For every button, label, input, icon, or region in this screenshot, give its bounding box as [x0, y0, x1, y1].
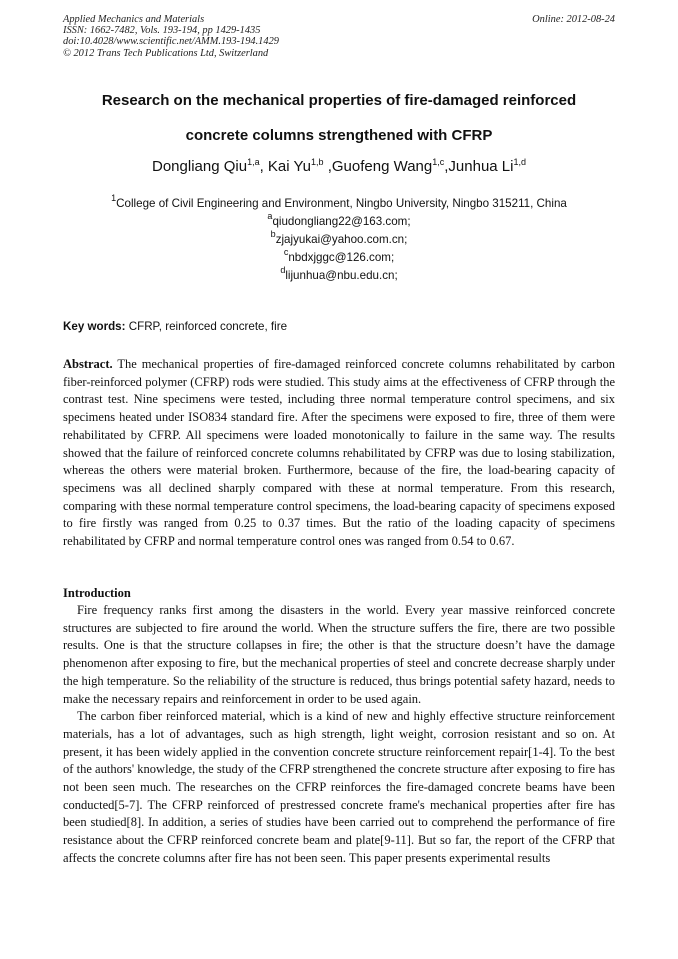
issn-line: ISSN: 1662-7482, Vols. 193-194, pp 1429-1435 [63, 25, 261, 37]
paper-title-line-2: concrete columns strengthened with CFRP [185, 127, 493, 144]
email-marker: b [270, 229, 276, 239]
email-marker: a [267, 211, 273, 221]
email-d[interactable] [40, 265, 638, 282]
affiliation-marker: 1 [111, 193, 117, 203]
email-address[interactable]: nbdxjggc@126.com; [288, 251, 395, 264]
introduction-paragraph: Fire frequency ranks first among the disasters in the world. Every year massive reinforced concrete structures are subjected to fire around the world. When the structure suffers the fire, there are two possible results. One is that the structure collapses in fire; the other is that the structure doesn’t have the damage phenomenon after exposing to fire, but the mechanical properties of steel and concrete decrease sharply under the high temperature. So the reliability of the structure is reduced, thus brings potential safety hazard, needs to make the necessary repairs and reinforcement in order to be used again. [63, 603, 615, 706]
online-date: Online: 2012-08-24 [532, 14, 615, 25]
abstract [63, 356, 615, 551]
affiliation [40, 193, 638, 210]
email-address[interactable]: lijunhua@nbu.edu.cn; [285, 269, 398, 282]
abstract-text: The mechanical properties of fire-damaged reinforced concrete columns rehabilitated by carbon fiber-reinforced polymer (CFRP) rods were studied. This study aims at the effectiveness of CFRP through the contrast test. Nine specimens were tested, including three normal temperature control specimens, and six specimens heated under ISO834 standard fire. After the specimens were exposed to fire, three of them were rehabilitated by CFRP. All specimens were loaded monotonically to failure in the same way. The results showed that the failure of reinforced concrete columns rehabilitated by CFRP was due to losing stabilization, whereas the others were material broken. Furthermore, because of the fire, the load-bearing capacity of specimens was all declined sharply compared with these at normal temperature. From this research, comparing with these normal temperature control specimens, the load-bearing capacity of specimens exposed to fire firstly was ranged from 0.25 to 0.37 times. But the ratio of the loading capacity of specimens rehabilitated by CFRP and normal temperature control ones was ranged from 0.54 to 0.67. [63, 357, 615, 549]
introduction-paragraph: The carbon fiber reinforced material, which is a kind of new and highly effective structure reinforcement materials, has a lot of advantages, such as high strength, light weight, corrosion resistant and so on. At present, it has been widely applied in the convention concrete structure reinforcement repair[1-4]. To the best of the authors' knowledge, the study of the CFRP strengthened the concrete structure after exposing to fire has not been seen much. The researches on the CFRP reinforces the fire-damaged concrete beams have been conducted[5-7]. The CFRP reinforced of prestressed concrete frame's mechanical properties after fire has been studied[8]. In addition, a series of studies have been carried out to comprehend the performance of fire resistance about the CFRP reinforced concrete beam and plate[9-11]. But so far, the report of the CFRP that affects the concrete columns after fire has not been seen. This paper presents experimental results [63, 709, 615, 865]
author-affiliation-marker: 1,a [247, 157, 260, 167]
email-b[interactable] [40, 229, 638, 246]
author-list: Dongliang Qiu$^{1,a}$, Kai Yu$^{1,b}$ ,Guofeng Wang$^{1,c}$,Junhua Li$^{1,d}$ [152, 157, 526, 175]
email-address[interactable]: zjajyukai@yahoo.com.cn; [275, 233, 408, 246]
keywords-text: CFRP, reinforced concrete, fire [128, 320, 288, 333]
keywords [63, 320, 615, 333]
email-c[interactable] [40, 247, 638, 264]
journal-header [63, 14, 615, 59]
copyright-line: © 2012 Trans Tech Publications Ltd, Switzerland [63, 47, 269, 59]
abstract-label: Abstract. [63, 357, 113, 371]
author-name: Guofeng Wang [331, 158, 433, 175]
email-marker: d [280, 265, 286, 275]
affiliation-text: College of Civil Engineering and Environment, Ningbo University, Ningbo 315211, China [116, 197, 567, 210]
email-marker: c [283, 247, 289, 257]
author-affiliation-marker: 1,b [311, 157, 324, 167]
introduction [63, 602, 615, 868]
keywords-label: Key words: [63, 320, 126, 333]
author-name: Junhua Li [448, 158, 514, 175]
paper-title-line-1: Research on the mechanical properties of fire-damaged reinforced [101, 92, 577, 109]
doi-line[interactable]: doi:10.4028/www.scientific.net/AMM.193-194.1429 [63, 36, 279, 48]
author-affiliation-marker: 1,d [513, 157, 526, 167]
introduction-heading: Introduction [63, 586, 131, 600]
email-address[interactable]: qiudongliang22@163.com; [272, 215, 411, 228]
author-name: Dongliang Qiu [152, 158, 248, 175]
email-a[interactable] [40, 211, 638, 228]
journal-name: Applied Mechanics and Materials [63, 14, 205, 25]
author-name: Kai Yu [267, 158, 312, 175]
author-affiliation-marker: 1,c [432, 157, 445, 167]
